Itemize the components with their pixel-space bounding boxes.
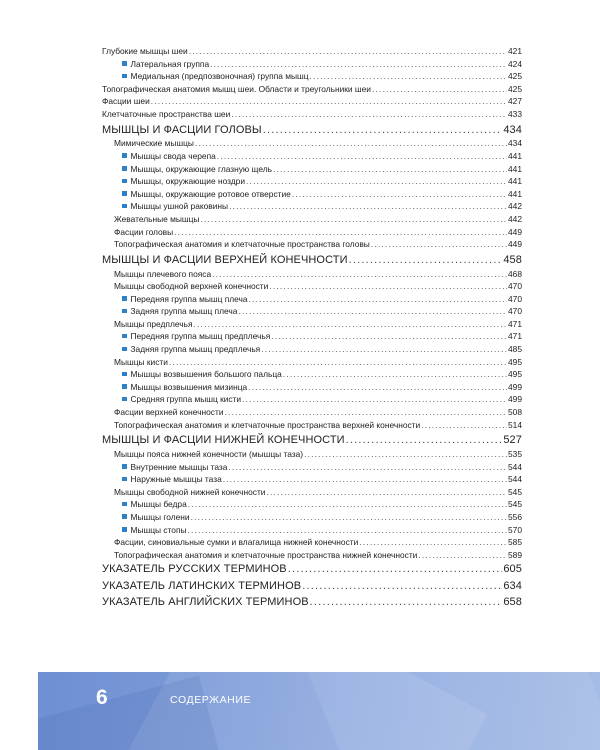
dot-leader — [229, 200, 507, 213]
toc-entry-title: Мышцы, окружающие ротовое отверстие — [130, 188, 291, 199]
toc-entry-title: Мимические мышцы — [114, 138, 194, 149]
toc-entry-title: Топографическая анатомия и клетчаточные пространства головы — [114, 239, 370, 250]
toc-entry — [102, 58, 522, 71]
square-bullet-icon — [122, 502, 127, 507]
dot-leader — [217, 150, 507, 163]
dot-leader — [271, 330, 507, 343]
dot-leader — [231, 108, 507, 121]
footer-band — [38, 672, 600, 750]
dot-leader — [191, 511, 507, 524]
toc-entry — [102, 305, 522, 318]
dot-leader — [223, 473, 507, 486]
dot-leader — [151, 95, 507, 108]
square-bullet-icon — [122, 372, 127, 377]
square-bullet-icon — [122, 347, 127, 352]
square-bullet-icon — [122, 191, 127, 196]
toc-entry-title: Фасции головы — [114, 226, 174, 237]
toc-entry-title: УКАЗАТЕЛЬ ЛАТИНСКИХ ТЕРМИНОВ — [102, 579, 302, 592]
toc-entry-page: 527 — [503, 434, 522, 447]
toc-entry-title: Передняя группа мышц предплечья — [130, 331, 271, 342]
toc-entry-page: 449 — [508, 239, 522, 250]
toc-entry — [102, 419, 522, 432]
toc-entry-title: Медиальная (предпозвоночная) группа мышц — [130, 71, 309, 82]
square-bullet-icon — [122, 74, 127, 79]
page-number: 6 — [96, 686, 108, 709]
toc-entry-page: 470 — [508, 306, 522, 317]
toc-entry — [102, 226, 522, 239]
toc-entry-page: 468 — [508, 268, 522, 279]
dot-leader — [266, 486, 507, 499]
toc-entry-title: Фасции верхней конечности — [114, 407, 224, 418]
toc-entry — [102, 163, 522, 176]
toc-entry-page: 458 — [503, 253, 522, 266]
toc-entry-title: Мышцы возвышения мизинца — [130, 381, 248, 392]
toc-entry-page: 427 — [508, 96, 522, 107]
toc-entry-page: 442 — [508, 201, 522, 212]
toc-entry-title: Топографическая анатомия мышц шеи. Области и треугольники шеи — [102, 83, 371, 94]
dot-leader — [269, 280, 507, 293]
toc-entry-page: 421 — [508, 46, 522, 56]
square-bullet-icon — [122, 514, 127, 519]
toc-entry — [102, 123, 522, 138]
toc-entry-title: Фасции, синовиальные сумки и влагалища нижней конечности — [114, 537, 359, 548]
toc-entry — [102, 213, 522, 226]
toc-entry-page: 508 — [508, 407, 522, 418]
toc-entry — [102, 368, 522, 381]
toc-entry — [102, 108, 522, 121]
table-of-contents — [102, 45, 522, 611]
toc-entry-page: 434 — [503, 123, 522, 136]
toc-entry — [102, 318, 522, 331]
toc-entry-page: 471 — [508, 318, 522, 329]
toc-entry-page: 499 — [508, 381, 522, 392]
toc-entry — [102, 473, 522, 486]
toc-entry-page: 425 — [508, 71, 522, 82]
toc-entry-page: 434 — [508, 138, 522, 149]
toc-entry — [102, 95, 522, 108]
toc-entry — [102, 486, 522, 499]
dot-leader — [188, 524, 508, 537]
toc-entry-page: 441 — [508, 150, 522, 161]
dot-leader — [169, 356, 507, 369]
toc-entry-page: 658 — [503, 596, 522, 609]
toc-entry-title: МЫШЦЫ И ФАСЦИИ НИЖНЕЙ КОНЕЧНОСТИ — [102, 434, 345, 447]
toc-entry — [102, 594, 522, 611]
toc-entry-title: Мышцы голени — [130, 511, 190, 522]
toc-entry-page: 544 — [508, 474, 522, 485]
square-bullet-icon — [122, 334, 127, 339]
toc-entry-page: 441 — [508, 188, 522, 199]
toc-entry — [102, 498, 522, 511]
dot-leader — [302, 578, 502, 595]
toc-entry-title: Мышцы свободной нижней конечности — [114, 486, 266, 497]
square-bullet-icon — [122, 61, 127, 66]
square-bullet-icon — [122, 166, 127, 171]
dot-leader — [174, 226, 507, 239]
toc-entry — [102, 536, 522, 549]
toc-entry — [102, 188, 522, 201]
dot-leader — [225, 406, 508, 419]
square-bullet-icon — [122, 179, 127, 184]
dot-leader — [418, 549, 507, 562]
dot-leader — [249, 293, 507, 306]
square-bullet-icon — [122, 384, 127, 389]
toc-entry — [102, 175, 522, 188]
square-bullet-icon — [122, 477, 127, 482]
toc-entry — [102, 150, 522, 163]
square-bullet-icon — [122, 464, 127, 469]
toc-entry-page: 545 — [508, 499, 522, 510]
toc-entry-page: 425 — [508, 83, 522, 94]
toc-entry — [102, 137, 522, 150]
square-bullet-icon — [122, 397, 127, 402]
dot-leader — [346, 433, 503, 448]
toc-entry — [102, 356, 522, 369]
toc-entry — [102, 549, 522, 562]
toc-entry — [102, 253, 522, 268]
dot-leader — [189, 45, 507, 58]
toc-entry-page: 495 — [508, 356, 522, 367]
dot-leader — [212, 268, 507, 281]
dot-leader — [359, 536, 507, 549]
running-section-title: СОДЕРЖАНИЕ — [170, 694, 252, 706]
dot-leader — [310, 594, 503, 611]
toc-entry — [102, 238, 522, 251]
toc-entry — [102, 433, 522, 448]
toc-entry-page: 470 — [508, 281, 522, 292]
toc-entry-title: Мышцы предплечья — [114, 318, 193, 329]
toc-entry — [102, 578, 522, 595]
dot-leader — [195, 137, 507, 150]
toc-entry — [102, 70, 522, 83]
toc-entry-title: Жевательные мышцы — [114, 213, 200, 224]
toc-entry-title: УКАЗАТЕЛЬ АНГЛИЙСКИХ ТЕРМИНОВ — [102, 596, 309, 609]
toc-entry-title: Задняя группа мышц предплечья — [130, 344, 261, 355]
toc-entry — [102, 83, 522, 96]
toc-entry-page: 545 — [508, 486, 522, 497]
toc-entry-page: 441 — [508, 176, 522, 187]
toc-entry — [102, 461, 522, 474]
toc-entry-title: УКАЗАТЕЛЬ РУССКИХ ТЕРМИНОВ — [102, 563, 287, 576]
toc-entry-title: Топографическая анатомия и клетчаточные пространства верхней конечности — [114, 419, 421, 430]
toc-entry-title: Клетчаточные пространства шеи — [102, 108, 231, 119]
toc-entry-page: 585 — [508, 537, 522, 548]
toc-entry — [102, 200, 522, 213]
square-bullet-icon — [122, 296, 127, 301]
dot-leader — [193, 318, 507, 331]
toc-entry-title: Наружные мышцы таза — [130, 474, 222, 485]
toc-entry-page: 556 — [508, 511, 522, 522]
toc-entry-title: Мышцы бедра — [130, 499, 187, 510]
toc-entry-page: 570 — [508, 524, 522, 535]
toc-entry-page: 634 — [503, 579, 522, 592]
toc-entry — [102, 381, 522, 394]
toc-entry-page: 449 — [508, 226, 522, 237]
toc-entry-page: 433 — [508, 108, 522, 119]
toc-entry — [102, 448, 522, 461]
toc-entry-title: Мышцы, окружающие ноздри — [130, 176, 246, 187]
toc-entry — [102, 393, 522, 406]
toc-entry — [102, 524, 522, 537]
toc-entry-title: Мышцы плечевого пояса — [114, 268, 212, 279]
toc-entry — [102, 330, 522, 343]
dot-leader — [288, 561, 503, 578]
toc-entry-title: Мышцы свободной верхней конечности — [114, 281, 269, 292]
dot-leader — [200, 213, 507, 226]
toc-entry-page: 499 — [508, 394, 522, 405]
toc-entry-title: Передняя группа мышц плеча — [130, 293, 248, 304]
dot-leader — [292, 188, 507, 201]
toc-entry-title: Мышцы возвышения большого пальца — [130, 369, 282, 380]
toc-entry-title: Мышцы кисти — [114, 356, 168, 367]
dot-leader — [372, 83, 507, 96]
toc-entry-title: Мышцы, окружающие глазную щель — [130, 163, 272, 174]
toc-entry-page: 441 — [508, 163, 522, 174]
toc-entry-title: МЫШЦЫ И ФАСЦИИ ВЕРХНЕЙ КОНЕЧНОСТИ — [102, 253, 348, 266]
toc-entry — [102, 343, 522, 356]
toc-entry-page: 424 — [508, 58, 522, 69]
toc-entry-title: Мышцы пояса нижней конечности (мышцы таза) — [114, 449, 304, 460]
toc-entry-title: Задняя группа мышц плеча — [130, 306, 238, 317]
toc-entry — [102, 280, 522, 293]
dot-leader — [228, 461, 507, 474]
dot-leader — [210, 58, 507, 71]
square-bullet-icon — [122, 527, 127, 532]
toc-entry-page: 471 — [508, 331, 522, 342]
dot-leader — [246, 175, 507, 188]
toc-entry — [102, 511, 522, 524]
toc-entry-title: Глубокие мышцы шеи — [102, 46, 188, 56]
square-bullet-icon — [122, 309, 127, 314]
toc-entry-page: 442 — [508, 213, 522, 224]
toc-entry — [102, 293, 522, 306]
dot-leader — [238, 305, 507, 318]
dot-leader — [273, 163, 507, 176]
toc-entry-page: 495 — [508, 369, 522, 380]
toc-entry-title: Топографическая анатомия и клетчаточные пространства нижней конечности — [114, 549, 418, 560]
toc-entry-title: Фасции шеи — [102, 96, 150, 107]
square-bullet-icon — [122, 153, 127, 158]
dot-leader — [371, 238, 507, 251]
toc-entry — [102, 268, 522, 281]
toc-entry-page: 605 — [503, 563, 522, 576]
dot-leader — [304, 448, 507, 461]
dot-leader — [261, 343, 507, 356]
toc-entry-title: Мышцы ушной раковины — [130, 201, 229, 212]
toc-entry-page: 535 — [508, 449, 522, 460]
toc-entry-page: 589 — [508, 549, 522, 560]
dot-leader — [283, 368, 507, 381]
toc-entry — [102, 406, 522, 419]
dot-leader — [242, 393, 507, 406]
toc-entry-title: Мышцы свода черепа — [130, 150, 216, 161]
toc-entry-title: Внутренние мышцы таза — [130, 461, 228, 472]
toc-entry-title: Средняя группа мышц кисти — [130, 394, 242, 405]
dot-leader — [421, 419, 507, 432]
toc-entry — [102, 45, 522, 58]
toc-entry-page: 514 — [508, 419, 522, 430]
dot-leader — [188, 498, 507, 511]
toc-entry-page: 470 — [508, 293, 522, 304]
toc-entry-page: 485 — [508, 344, 522, 355]
toc-entry-title: МЫШЦЫ И ФАСЦИИ ГОЛОВЫ — [102, 123, 262, 136]
toc-entry-title: Латеральная группа — [130, 58, 210, 69]
dot-leader — [263, 123, 503, 138]
footer-decor-facet — [38, 676, 230, 750]
footer-decor-facet — [306, 672, 600, 750]
dot-leader — [349, 253, 503, 268]
toc-entry-page: 544 — [508, 461, 522, 472]
square-bullet-icon — [122, 204, 127, 209]
dot-leader — [248, 381, 507, 394]
toc-entry — [102, 561, 522, 578]
dot-leader — [310, 70, 508, 83]
toc-entry-title: Мышцы стопы — [130, 524, 187, 535]
